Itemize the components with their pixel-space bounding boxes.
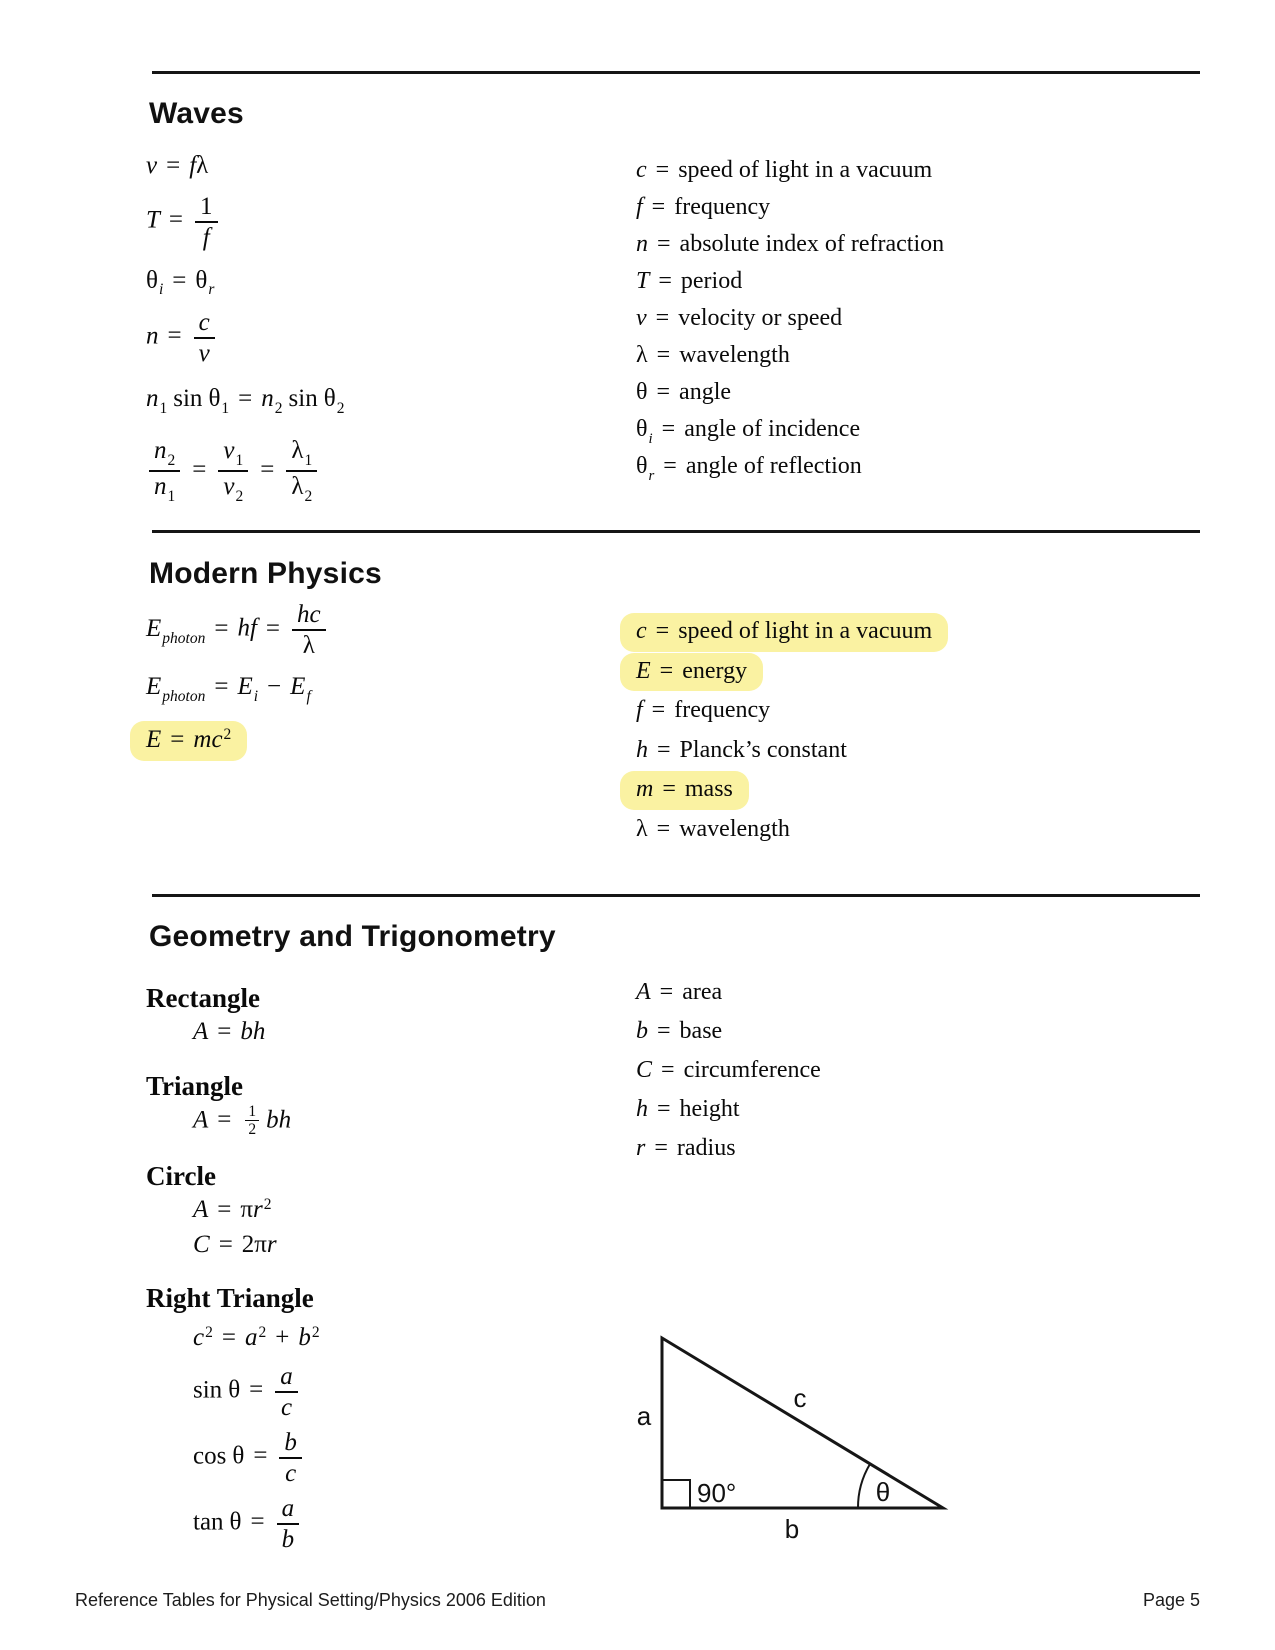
waves-formula-list <box>146 150 344 506</box>
formula: T = $\frac{1}{f}$ <box>146 193 344 251</box>
section-title-waves: Waves <box>149 97 244 130</box>
definition: λ = wavelength <box>636 342 790 368</box>
geometry-subsection <box>146 1161 320 1261</box>
section-title-modern-physics: Modern Physics <box>149 557 382 590</box>
formula: $E_{photon} = E_i - E_f$ <box>146 673 311 705</box>
definition <box>636 612 948 652</box>
formula: A = bh <box>193 1018 266 1046</box>
formula: A = $\frac{1}{2}$ bh <box>193 1102 292 1139</box>
formula: $A = \pi r^2$ <box>193 1195 272 1224</box>
definition: f = frequency <box>636 697 771 723</box>
definition: λ = wavelength <box>636 815 790 842</box>
definition: b = base <box>636 1018 723 1044</box>
formula: n = $\frac{c}{v}$ <box>146 309 344 367</box>
formula: $c^2 = a^2 + b^2$ <box>193 1323 320 1352</box>
geometry-subsection <box>146 1071 320 1140</box>
geometry-subsection <box>146 1283 320 1553</box>
formula: $\frac{n_2}{n_1}$ = $\frac{v_1}{v_2}$ = $\frac{\lambda_1}{\lambda_2}$ <box>146 437 344 506</box>
definition <box>636 652 948 692</box>
definition: f = frequency <box>636 194 771 220</box>
definition: A = area <box>636 979 723 1005</box>
definition: h = Planck’s constant <box>636 736 847 763</box>
definition: C = circumference <box>636 1057 821 1083</box>
section-divider <box>152 530 1200 533</box>
hypotenuse-c-label: c <box>793 1383 807 1413</box>
side-b-label: b <box>784 1514 800 1544</box>
definition: v = velocity or speed <box>636 305 843 331</box>
footer-page-number: Page 5 <box>1142 1590 1200 1610</box>
definition: θ = angle <box>636 379 732 405</box>
geometry-subsection-list <box>146 983 320 1575</box>
formula: $E_{photon}$ = hf = $\frac{hc}{\lambda}$ <box>146 601 329 659</box>
highlighter-mark: $E = mc^2$ <box>130 721 247 761</box>
modern-physics-definition-list <box>636 612 948 849</box>
formula: cos θ = $\frac{b}{c}$ <box>193 1429 320 1487</box>
subsection-title: Circle <box>146 1161 216 1192</box>
theta-angle-label: θ <box>875 1477 891 1507</box>
subsection-title: Rectangle <box>146 983 260 1013</box>
formula: v = fλ <box>146 152 209 179</box>
definition: $\theta_i$ = angle of incidence <box>636 416 861 447</box>
definition: $\theta_r$ = angle of reflection <box>636 453 862 484</box>
modern-physics-formula-list <box>146 601 329 761</box>
section-divider <box>152 71 1200 74</box>
highlighter-mark: c = speed of light in a vacuum <box>620 613 948 652</box>
section-title-geometry-trigonometry: Geometry and Trigonometry <box>149 920 556 953</box>
geometry-subsection <box>146 983 320 1049</box>
waves-definition-list <box>636 152 944 485</box>
definition: r = radius <box>636 1135 736 1161</box>
subsection-title: Triangle <box>146 1070 243 1101</box>
side-a-label: a <box>636 1401 652 1431</box>
right-angle-marker <box>662 1480 690 1508</box>
formula: $n_1$ $\sin \theta_1 = n_2$ $\sin \theta_2$ <box>146 384 345 417</box>
highlighter-mark: m = mass <box>620 771 749 810</box>
right-triangle-diagram <box>580 1255 1000 1545</box>
definition: h = height <box>636 1096 740 1122</box>
section-divider <box>152 894 1200 897</box>
definition: T = period <box>636 268 743 294</box>
formula: tan θ = $\frac{a}{b}$ <box>193 1495 320 1553</box>
formula: sin θ = $\frac{a}{c}$ <box>193 1363 320 1421</box>
definition: n = absolute index of refraction <box>636 231 945 257</box>
formula: C = 2πr <box>193 1230 277 1258</box>
geometry-definition-list <box>636 973 821 1168</box>
subsection-title: Right Triangle <box>146 1283 314 1314</box>
footer-document-title: Reference Tables for Physical Setting/Physics 2006 Edition <box>75 1590 546 1610</box>
angle-arc <box>858 1464 870 1508</box>
highlighter-mark: E = energy <box>620 653 763 692</box>
formula: $\theta_i = \theta_r$ <box>146 266 215 299</box>
right-angle-90-label: 90° <box>697 1478 737 1508</box>
definition: c = speed of light in a vacuum <box>636 157 933 183</box>
formula <box>146 721 329 761</box>
definition <box>636 770 948 810</box>
